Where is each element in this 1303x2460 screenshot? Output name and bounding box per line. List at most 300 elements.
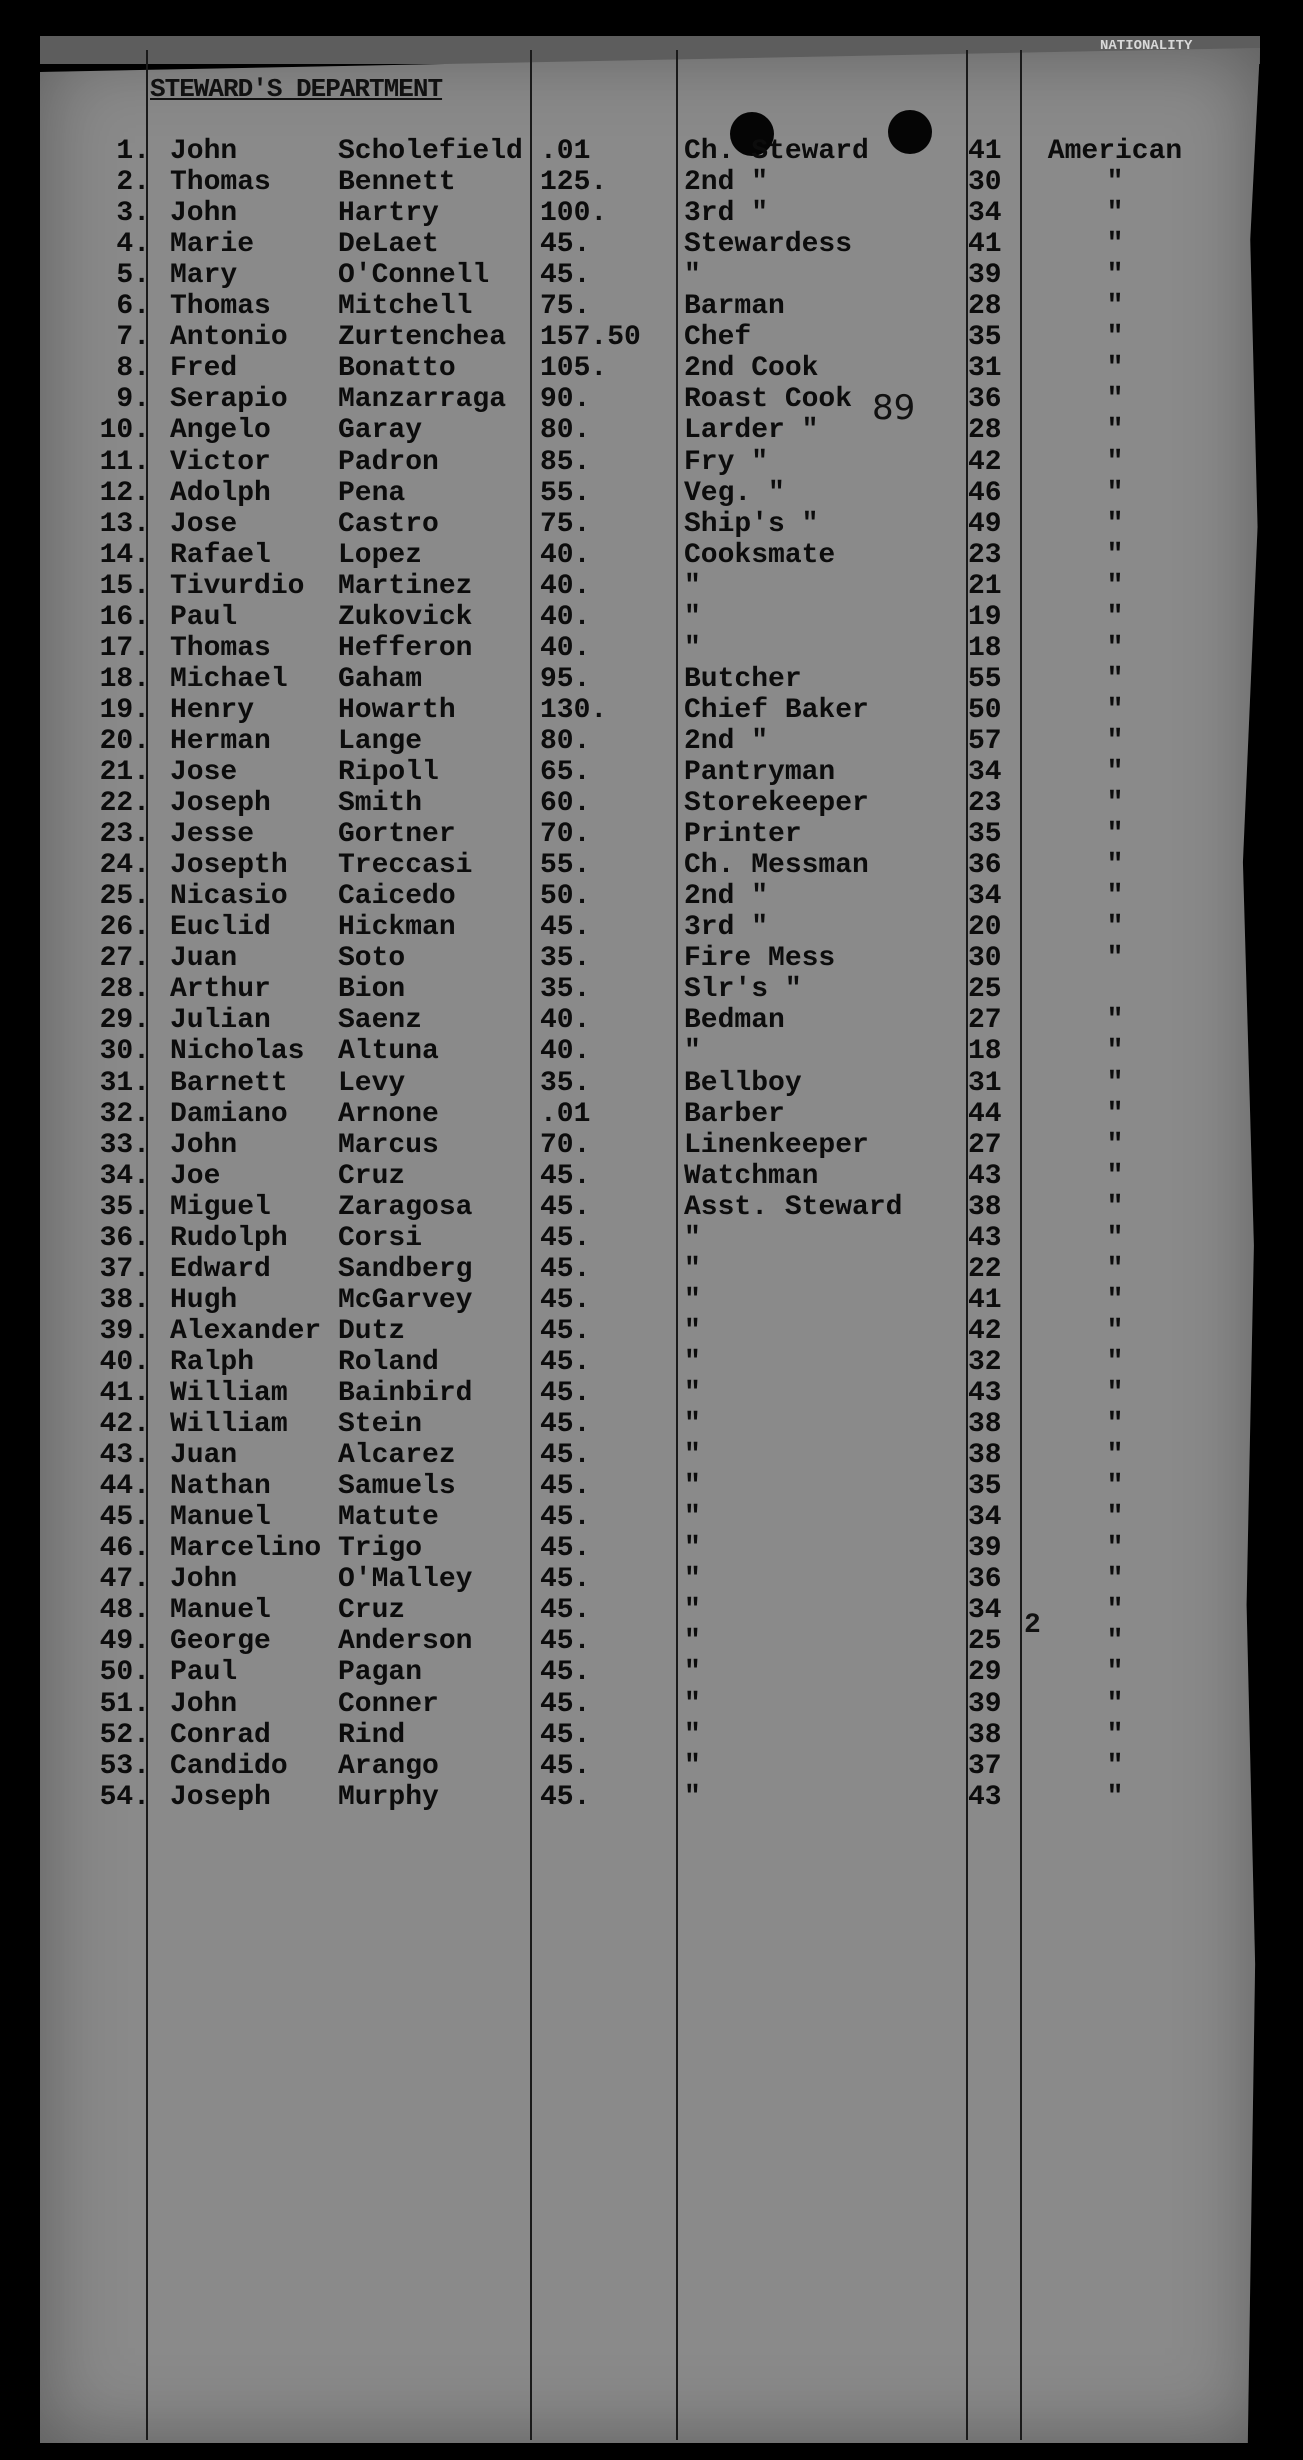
crew-row — [0, 415, 1303, 446]
last-name: Manzarraga — [338, 384, 507, 416]
first-name: Conrad — [170, 1719, 271, 1751]
age: 41 — [968, 1284, 1002, 1316]
crew-row — [0, 819, 1303, 850]
nationality: " — [1106, 1502, 1124, 1534]
age: 50 — [968, 694, 1002, 726]
last-name: Bion — [338, 974, 406, 1006]
first-name: Paul — [170, 601, 238, 633]
age: 35 — [968, 819, 1002, 851]
monthly-wage: 45. — [540, 1533, 591, 1565]
monthly-wage: 45. — [540, 1315, 591, 1347]
first-name: Herman — [170, 725, 271, 757]
first-name: William — [170, 1378, 288, 1409]
first-name: Juan — [170, 1440, 238, 1472]
age: 31 — [968, 1067, 1002, 1099]
monthly-wage: 40. — [540, 539, 591, 571]
age: 23 — [968, 539, 1002, 571]
last-name: Rind — [338, 1719, 406, 1751]
first-name: Jose — [170, 757, 238, 788]
row-number: 41. — [99, 1378, 150, 1409]
row-number: 37. — [99, 1253, 150, 1285]
rank-rating: Stewardess — [684, 229, 853, 261]
last-name: Lopez — [338, 539, 423, 571]
rank-rating: " — [684, 1657, 701, 1689]
crew-row — [0, 1378, 1303, 1409]
last-name: Conner — [338, 1688, 439, 1720]
last-name: Altuna — [338, 1036, 439, 1068]
monthly-wage: 60. — [540, 788, 591, 820]
monthly-wage: 45. — [540, 1781, 591, 1813]
first-name: John — [170, 136, 238, 167]
row-number: 50. — [99, 1657, 150, 1689]
crew-row — [0, 633, 1303, 664]
rank-rating: " — [684, 1378, 701, 1409]
last-name: Alcarez — [338, 1440, 456, 1472]
last-name: Ripoll — [338, 757, 439, 788]
crew-row — [0, 881, 1303, 912]
first-name: Miguel — [170, 1191, 271, 1223]
crew-row — [0, 726, 1303, 757]
last-name: Garay — [338, 415, 423, 447]
nationality: " — [1106, 1533, 1124, 1565]
age: 18 — [968, 632, 1002, 664]
first-name: Arthur — [170, 974, 271, 1006]
nationality: " — [1106, 663, 1124, 695]
age: 37 — [968, 1750, 1002, 1782]
first-name: Manuel — [170, 1595, 271, 1627]
crew-row — [0, 136, 1303, 167]
row-number: 5. — [116, 260, 150, 292]
row-number: 44. — [99, 1471, 150, 1503]
nationality: " — [1106, 415, 1124, 447]
first-name: Barnett — [170, 1067, 288, 1099]
last-name: Cruz — [338, 1595, 406, 1627]
monthly-wage: 45. — [540, 1222, 591, 1254]
crew-row — [0, 1130, 1303, 1161]
row-number: 14. — [99, 539, 150, 571]
nationality: " — [1106, 1222, 1124, 1254]
rank-rating: " — [684, 260, 701, 292]
nationality: " — [1106, 1098, 1124, 1130]
monthly-wage: 45. — [540, 229, 591, 261]
age: 36 — [968, 384, 1002, 416]
last-name: Martinez — [338, 570, 473, 602]
first-name: Henry — [170, 694, 255, 726]
rank-rating: 2nd Cook — [684, 353, 819, 385]
age: 43 — [968, 1378, 1002, 1409]
first-name: Victor — [170, 446, 271, 478]
nationality: " — [1106, 322, 1124, 354]
monthly-wage: .01 — [540, 1098, 591, 1130]
rank-rating: " — [684, 1440, 701, 1472]
crew-row — [0, 1068, 1303, 1099]
age: 44 — [968, 1098, 1002, 1130]
last-name: Murphy — [338, 1781, 439, 1813]
crew-row — [0, 353, 1303, 384]
crew-row — [0, 322, 1303, 353]
first-name: William — [170, 1409, 288, 1441]
age: 57 — [968, 725, 1002, 757]
crew-row — [0, 1720, 1303, 1751]
nationality: American — [1047, 136, 1183, 167]
row-number: 38. — [99, 1284, 150, 1316]
rank-rating: " — [684, 1222, 701, 1254]
first-name: Thomas — [170, 291, 271, 323]
crew-row — [0, 1595, 1303, 1626]
first-name: Thomas — [170, 632, 271, 664]
row-number: 13. — [99, 508, 150, 540]
rank-rating: Barman — [684, 291, 785, 323]
last-name: Padron — [338, 446, 439, 478]
last-name: Anderson — [338, 1626, 473, 1658]
last-name: Scholefield — [338, 136, 523, 167]
row-number: 43. — [99, 1440, 150, 1472]
crew-row — [0, 1161, 1303, 1192]
first-name: Nicholas — [170, 1036, 305, 1068]
nationality: " — [1106, 508, 1124, 540]
age: 27 — [968, 1005, 1002, 1037]
crew-row — [0, 1440, 1303, 1471]
row-number: 8. — [116, 353, 150, 385]
last-name: Stein — [338, 1409, 423, 1441]
nationality: " — [1106, 788, 1124, 820]
rank-rating: " — [684, 1750, 701, 1782]
crew-row — [0, 384, 1303, 415]
monthly-wage: 105. — [540, 353, 608, 385]
rank-rating: 2nd " — [684, 167, 769, 199]
age: 34 — [968, 198, 1002, 230]
crew-row — [0, 571, 1303, 602]
first-name: Hugh — [170, 1284, 238, 1316]
age: 25 — [968, 1626, 1002, 1658]
row-number: 10. — [99, 415, 150, 447]
crew-row — [0, 1347, 1303, 1378]
row-number: 21. — [99, 757, 150, 788]
rank-rating: Bedman — [684, 1005, 785, 1037]
row-number: 26. — [99, 912, 150, 944]
last-name: Bainbird — [338, 1378, 473, 1409]
monthly-wage: 80. — [540, 725, 591, 757]
rank-rating: Ch. Steward — [684, 136, 869, 167]
rank-rating: " — [684, 1595, 701, 1627]
monthly-wage: 95. — [540, 663, 591, 695]
last-name: O'Malley — [338, 1564, 473, 1596]
first-name: George — [170, 1626, 271, 1658]
nationality: " — [1106, 1067, 1124, 1099]
first-name: Jose — [170, 508, 238, 540]
nationality: " — [1106, 229, 1124, 261]
last-name: Marcus — [338, 1129, 439, 1161]
nationality: " — [1106, 1129, 1124, 1161]
row-number: 42. — [99, 1409, 150, 1441]
crew-row — [0, 1036, 1303, 1067]
crew-row — [0, 1751, 1303, 1782]
row-number: 9. — [116, 384, 150, 416]
age: 21 — [968, 570, 1002, 602]
rank-rating: Fire Mess — [684, 943, 836, 975]
first-name: Marie — [170, 229, 255, 261]
monthly-wage: 35. — [540, 943, 591, 975]
crew-row — [0, 1192, 1303, 1223]
monthly-wage: 45. — [540, 1440, 591, 1472]
age: 41 — [968, 136, 1002, 167]
first-name: Serapio — [170, 384, 288, 416]
nationality: " — [1106, 1688, 1124, 1720]
first-name: Julian — [170, 1005, 271, 1037]
first-name: John — [170, 198, 238, 230]
last-name: Bonatto — [338, 353, 456, 385]
crew-row — [0, 1005, 1303, 1036]
rank-rating: Slr's " — [684, 974, 802, 1006]
rank-rating: " — [684, 1564, 701, 1596]
monthly-wage: 45. — [540, 1719, 591, 1751]
first-name: Marcelino — [170, 1533, 322, 1565]
row-number: 24. — [99, 850, 150, 882]
row-number: 11. — [99, 446, 150, 478]
last-name: Castro — [338, 508, 439, 540]
age: 28 — [968, 291, 1002, 323]
first-name: Thomas — [170, 167, 271, 199]
row-number: 33. — [99, 1129, 150, 1161]
nationality: " — [1106, 601, 1124, 633]
nationality: " — [1106, 570, 1124, 602]
crew-row — [0, 1689, 1303, 1720]
crew-row — [0, 1626, 1303, 1657]
age: 28 — [968, 415, 1002, 447]
row-number: 34. — [99, 1160, 150, 1192]
rank-rating: " — [684, 1409, 701, 1441]
nationality: " — [1106, 1471, 1124, 1503]
rank-rating: Linenkeeper — [684, 1129, 869, 1161]
crew-row — [0, 1285, 1303, 1316]
first-name: Damiano — [170, 1098, 288, 1130]
row-number: 15. — [99, 570, 150, 602]
rank-rating: Pantryman — [684, 757, 836, 788]
row-number: 45. — [99, 1502, 150, 1534]
age: 35 — [968, 1471, 1002, 1503]
age: 29 — [968, 1657, 1002, 1689]
last-name: Dutz — [338, 1315, 406, 1347]
monthly-wage: 75. — [540, 291, 591, 323]
row-number: 19. — [99, 694, 150, 726]
first-name: Tivurdio — [170, 570, 305, 602]
age: 36 — [968, 1564, 1002, 1596]
last-name: Gortner — [338, 819, 456, 851]
row-number: 20. — [99, 725, 150, 757]
rank-rating: Watchman — [684, 1160, 819, 1192]
rank-rating: Butcher — [684, 663, 802, 695]
nationality: " — [1106, 539, 1124, 571]
nationality: " — [1106, 353, 1124, 385]
first-name: Edward — [170, 1253, 271, 1285]
last-name: Hefferon — [338, 632, 473, 664]
monthly-wage: 45. — [540, 260, 591, 292]
age: 42 — [968, 1315, 1002, 1347]
nationality: " — [1106, 943, 1124, 975]
rank-rating: Bellboy — [684, 1067, 802, 1099]
first-name: Fred — [170, 353, 238, 385]
first-name: Nathan — [170, 1471, 271, 1503]
first-name: Juan — [170, 943, 238, 975]
row-number: 12. — [99, 477, 150, 509]
nationality: " — [1106, 725, 1124, 757]
last-name: Levy — [338, 1067, 406, 1099]
last-name: Arango — [338, 1750, 439, 1782]
rank-rating: Ship's " — [684, 508, 819, 540]
nationality: " — [1106, 850, 1124, 882]
crew-row — [0, 291, 1303, 322]
row-number: 35. — [99, 1191, 150, 1223]
age: 39 — [968, 1688, 1002, 1720]
rank-rating: " — [684, 1346, 701, 1378]
nationality: " — [1106, 1409, 1124, 1441]
row-number: 6. — [116, 291, 150, 323]
rank-rating: Roast Cook — [684, 384, 853, 416]
crew-row — [0, 1409, 1303, 1440]
row-number: 52. — [99, 1719, 150, 1751]
monthly-wage: 40. — [540, 632, 591, 664]
department-title: STEWARD'S DEPARTMENT — [150, 74, 443, 104]
crew-row — [0, 1533, 1303, 1564]
monthly-wage: 45. — [540, 1191, 591, 1223]
last-name: Sandberg — [338, 1253, 473, 1285]
age: 20 — [968, 912, 1002, 944]
crew-row — [0, 912, 1303, 943]
age: 22 — [968, 1253, 1002, 1285]
age: 30 — [968, 943, 1002, 975]
rank-rating: " — [684, 601, 701, 633]
age: 38 — [968, 1440, 1002, 1472]
crew-row — [0, 695, 1303, 726]
crew-row — [0, 664, 1303, 695]
rank-rating: Chief Baker — [684, 694, 869, 726]
age: 43 — [968, 1222, 1002, 1254]
crew-row — [0, 1254, 1303, 1285]
nationality: " — [1106, 881, 1124, 913]
age: 23 — [968, 788, 1002, 820]
age: 27 — [968, 1129, 1002, 1161]
nationality-column-heading: NATIONALITY — [1100, 38, 1193, 54]
rank-rating: " — [684, 1253, 701, 1285]
monthly-wage: 45. — [540, 1160, 591, 1192]
first-name: John — [170, 1688, 238, 1720]
rank-rating: Barber — [684, 1098, 785, 1130]
first-name: Joe — [170, 1160, 221, 1192]
row-49-mark: 2 — [1024, 1610, 1041, 1641]
nationality: " — [1106, 1315, 1124, 1347]
nationality: " — [1106, 1036, 1124, 1068]
monthly-wage: 45. — [540, 1253, 591, 1285]
monthly-wage: 125. — [540, 167, 608, 199]
rank-rating: Printer — [684, 819, 802, 851]
crew-row — [0, 974, 1303, 1005]
row-number: 30. — [99, 1036, 150, 1068]
crew-row — [0, 1471, 1303, 1502]
nationality: " — [1106, 1750, 1124, 1782]
crew-row — [0, 1782, 1303, 1813]
crew-row — [0, 478, 1303, 509]
nationality: " — [1106, 1657, 1124, 1689]
last-name: Arnone — [338, 1098, 439, 1130]
age: 42 — [968, 446, 1002, 478]
crew-row — [0, 447, 1303, 478]
last-name: DeLaet — [338, 229, 439, 261]
last-name: Bennett — [338, 167, 456, 199]
age: 43 — [968, 1160, 1002, 1192]
crew-row — [0, 1502, 1303, 1533]
crew-row — [0, 757, 1303, 788]
rank-rating: Veg. " — [684, 477, 785, 509]
nationality: " — [1106, 1719, 1124, 1751]
first-name: Euclid — [170, 912, 271, 944]
rank-rating: Fry " — [684, 446, 769, 478]
row-number: 48. — [99, 1595, 150, 1627]
rank-rating: " — [684, 1471, 701, 1503]
last-name: Soto — [338, 943, 406, 975]
age: 35 — [968, 322, 1002, 354]
rank-rating: " — [684, 1315, 701, 1347]
last-name: Smith — [338, 788, 423, 820]
monthly-wage: 45. — [540, 1750, 591, 1782]
row-number: 16. — [99, 601, 150, 633]
rank-rating: Storekeeper — [684, 788, 869, 820]
nationality: " — [1106, 1781, 1124, 1813]
row-number: 2. — [116, 167, 150, 199]
rank-rating: " — [684, 1688, 701, 1720]
age: 46 — [968, 477, 1002, 509]
row-number: 7. — [116, 322, 150, 354]
nationality: " — [1106, 446, 1124, 478]
monthly-wage: 45. — [540, 1346, 591, 1378]
last-name: O'Connell — [338, 260, 490, 292]
row-number: 49. — [99, 1626, 150, 1658]
last-name: Howarth — [338, 694, 456, 726]
age: 25 — [968, 974, 1002, 1006]
last-name: Lange — [338, 725, 423, 757]
monthly-wage: 90. — [540, 384, 591, 416]
rank-rating: Larder " — [684, 415, 819, 447]
rank-rating: " — [684, 1626, 701, 1658]
nationality: " — [1106, 1160, 1124, 1192]
monthly-wage: 80. — [540, 415, 591, 447]
first-name: Candido — [170, 1750, 288, 1782]
rank-rating: " — [684, 1781, 701, 1813]
age: 43 — [968, 1781, 1002, 1813]
age: 38 — [968, 1191, 1002, 1223]
first-name: John — [170, 1564, 238, 1596]
first-name: Antonio — [170, 322, 288, 354]
monthly-wage: 40. — [540, 570, 591, 602]
row-number: 36. — [99, 1222, 150, 1254]
monthly-wage: 45. — [540, 1471, 591, 1503]
first-name: Adolph — [170, 477, 271, 509]
monthly-wage: 70. — [540, 819, 591, 851]
row-number: 46. — [99, 1533, 150, 1565]
monthly-wage: 45. — [540, 1409, 591, 1441]
row-number: 31. — [99, 1067, 150, 1099]
row-number: 23. — [99, 819, 150, 851]
age: 34 — [968, 1595, 1002, 1627]
nationality: " — [1106, 819, 1124, 851]
rank-rating: " — [684, 1719, 701, 1751]
age: 55 — [968, 663, 1002, 695]
first-name: Paul — [170, 1657, 238, 1689]
nationality: " — [1106, 1005, 1124, 1037]
nationality: " — [1106, 384, 1124, 416]
age: 30 — [968, 167, 1002, 199]
age: 19 — [968, 601, 1002, 633]
rank-rating: " — [684, 1284, 701, 1316]
